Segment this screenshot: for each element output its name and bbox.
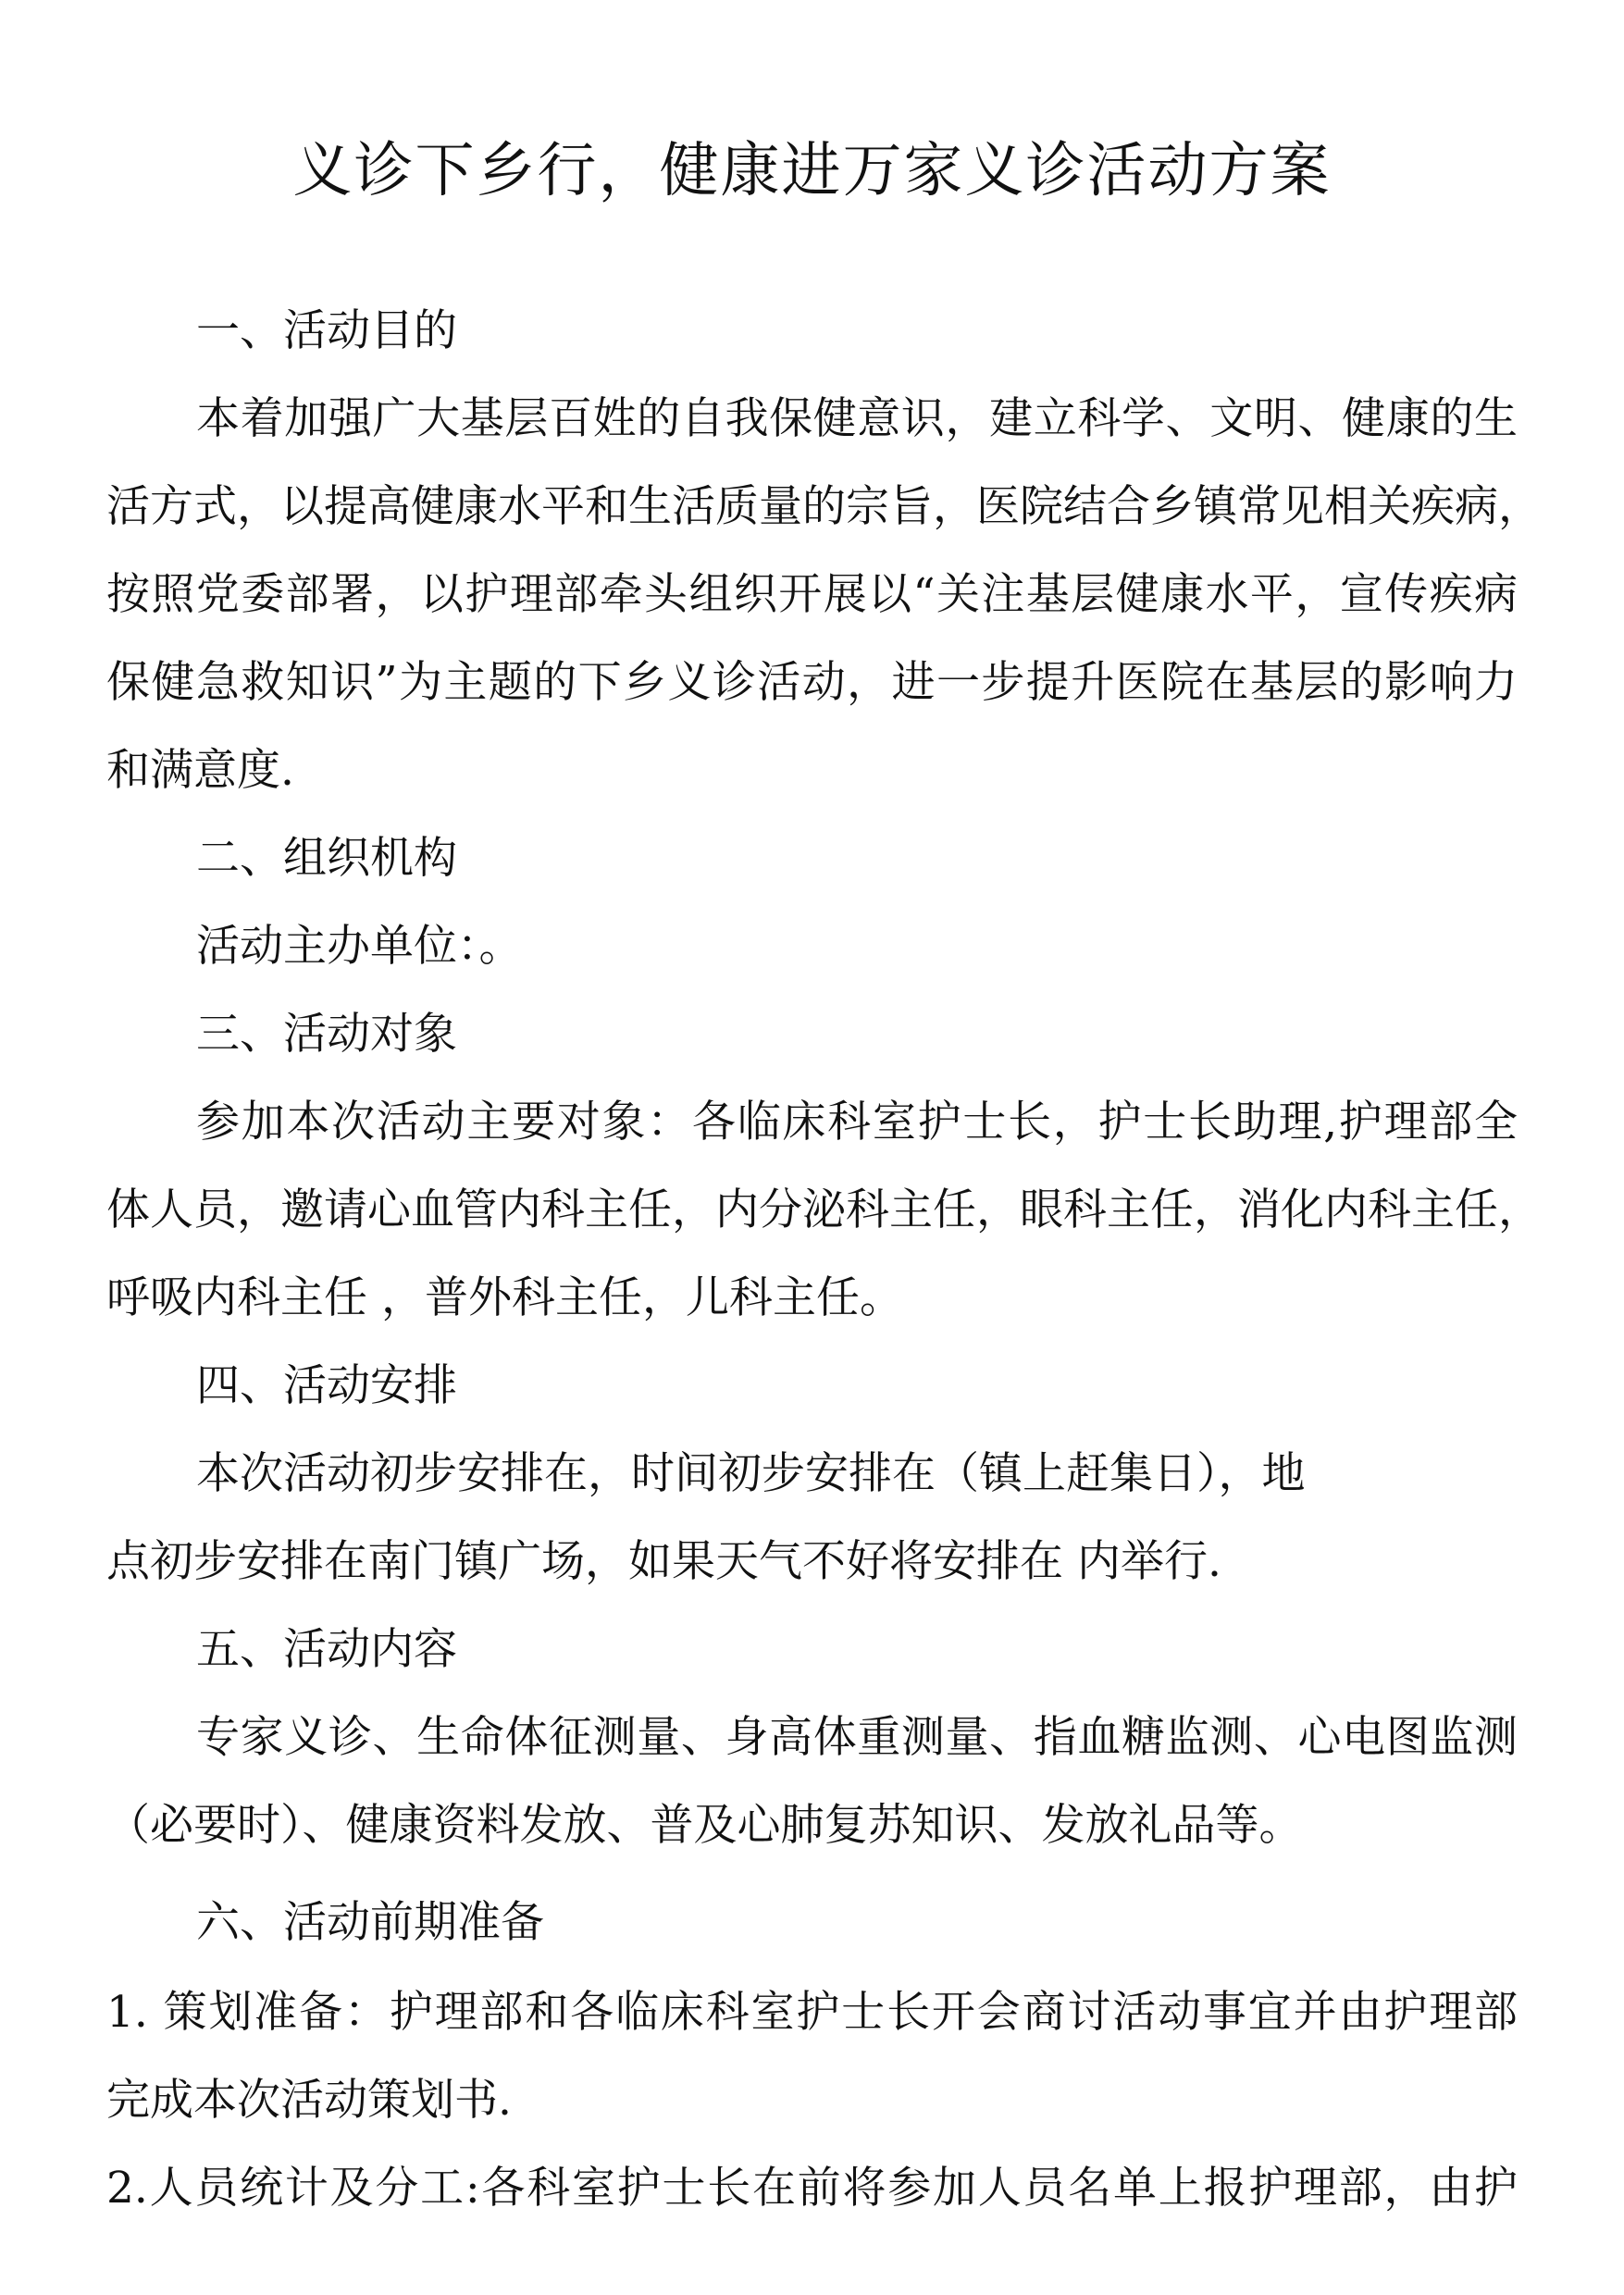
paragraph-line: 体人员，邀请心血管内科主任，内分泌科主任，眼科主任，消化内科主任， <box>106 1185 1542 1235</box>
section-heading-arrangement: 四、活动安排 <box>196 1360 457 1411</box>
paragraph-line: 本着加强广大基层百姓的自我保健意识，建立科学、文明、健康的生 <box>196 393 1518 444</box>
paragraph-line: 活方式，以提高健康水平和生活质量的宗旨，医院结合乡镇常见相关疾病， <box>106 481 1542 532</box>
document-title: 义诊下乡行，健康进万家义诊活动方案 <box>292 137 1332 205</box>
section-heading-content: 五、活动内容 <box>196 1624 457 1675</box>
paragraph-line: 点初步安排在南门镇广场，如果天气不好将安排在 内举行. <box>106 1536 1221 1587</box>
paragraph-line: 呼吸内科主任 ，普外科主任，儿科主任。 <box>106 1272 903 1323</box>
paragraph-line: 专家义诊、生命体征测量、身高体重测量、指血糖监测、心电图监测 <box>196 1712 1518 1763</box>
paragraph-line: 保健急救知识”为主题的下乡义诊活动，进一步提升医院在基层的影响力 <box>106 657 1518 708</box>
section-heading-purpose: 一、活动目的 <box>196 305 457 356</box>
paragraph-line: 和满意度. <box>106 745 294 796</box>
paragraph-line: 本次活动初步安排在，时间初步安排在（镇上赶集日），地 <box>196 1448 1306 1499</box>
list-item: 1. 策划准备：护理部和各临床科室护士长开会商讨活动事宜并由护理部 <box>106 1987 1518 2038</box>
paragraph-line: 活动主办单位：。 <box>196 921 523 972</box>
paragraph-line: 按照党委部署，以护理部牵头组织开展以“关注基层健康水平，宣传疾病 <box>106 569 1518 620</box>
section-heading-organization: 二、组织机构 <box>196 833 457 884</box>
paragraph-line: （必要时）、健康资料发放、普及心肺复苏知识、发放礼品等。 <box>106 1800 1303 1851</box>
section-heading-participants: 三、活动对象 <box>196 1009 457 1060</box>
section-heading-preparation: 六、活动前期准备 <box>196 1897 544 1948</box>
list-item-continuation: 完成本次活动策划书. <box>106 2075 512 2126</box>
paragraph-line: 参加本次活动主要对象：各临床科室护士长，护士长助理,护理部全 <box>196 1097 1518 1148</box>
list-item: 2.人员统计及分工:各科室护士长在前将参加人员名单上报护理部，由护 <box>106 2163 1518 2214</box>
